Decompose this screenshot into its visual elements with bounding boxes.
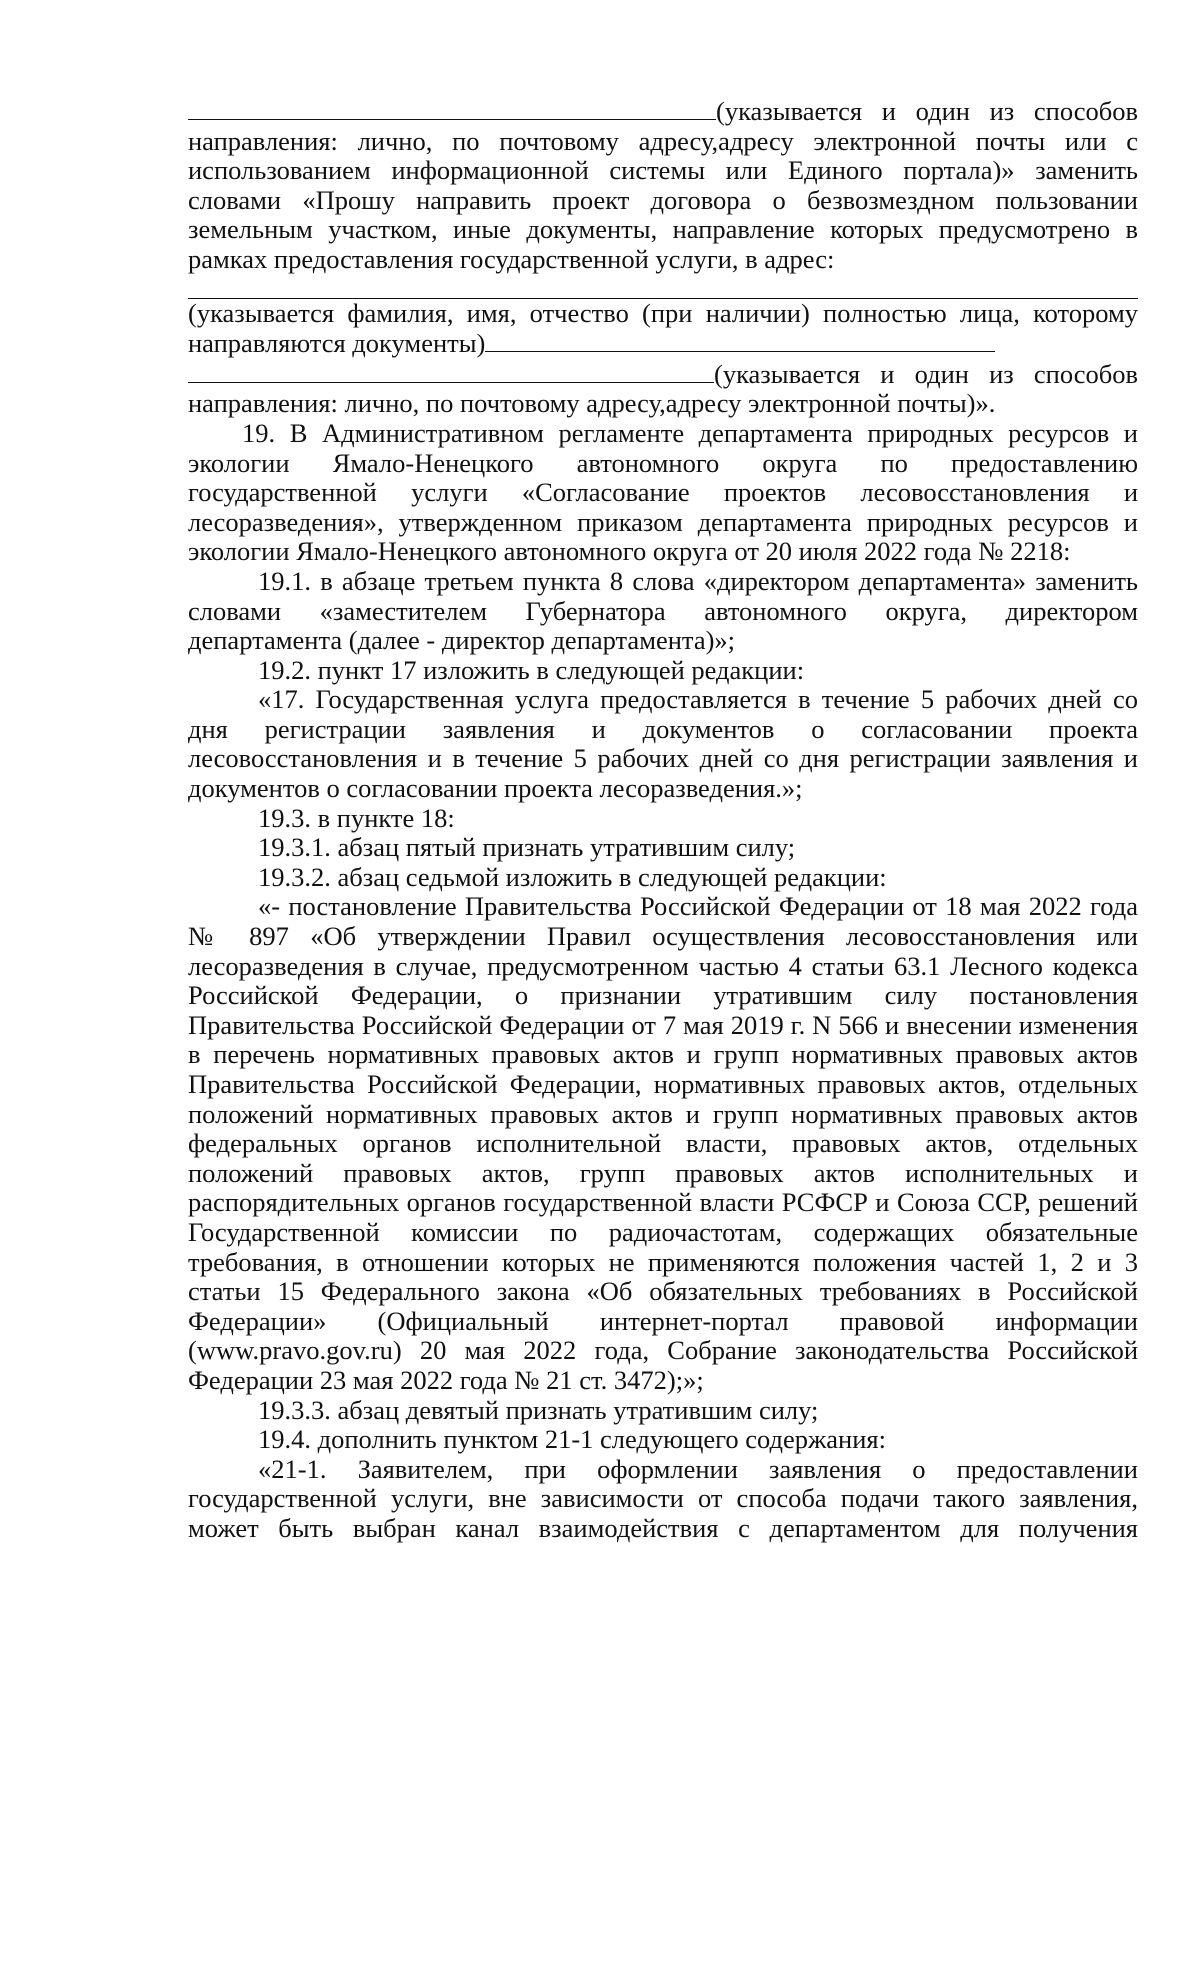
paragraph-19-3-1: 19.3.1. абзац пятый признать утратившим силу;: [258, 832, 796, 863]
text-fragment: (указывается фамилия, имя, отчество (при наличии) полностью лица, которому направляются документы): [188, 297, 1138, 359]
paragraph-19-4: 19.4. дополнить пунктом 21-1 следующего содержания:: [258, 1424, 886, 1455]
paragraph-19-2: 19.2. пункт 17 изложить в следующей редакции:: [258, 654, 805, 685]
text-fragment: (указывается и один из способов: [714, 358, 1138, 389]
blank-line: [485, 328, 995, 352]
text-fragment: направления: лично, по почтовому адресу,адресу электронной почты или с использованием информационной системы или Единого портала)» заменить словами «Прошу направить проект договора о безвозмездном пользовании земельным участком, иные документы, направление которых предусмотрено в рамках предоставления государственной услуги, в адрес:: [188, 125, 1138, 274]
paragraph-17: «17. Государственная услуга предоставляется в течение 5 рабочих дней со дня регистрации заявления и документов о согласовании проекта лесовосстановления и в течение 5 рабочих дней со дня регистрации заявления и документов о согласовании проекта лесоразведения.»;: [188, 684, 1138, 804]
blank-line: [188, 359, 714, 383]
blank-line: [188, 275, 1138, 299]
paragraph-19-3-2: 19.3.2. абзац седьмой изложить в следующей редакции:: [258, 861, 887, 892]
paragraph-decree: «- постановление Правительства Российской Федерации от 18 мая 2022 года № 897 «Об утверждении Правил осуществления лесовосстановления или лесоразведения в случае, предусмотренном частью 4 статьи 63.1 Лесного кодекса Российской Федерации, о признании утратившим силу постановления Правительства Российской Федерации от 7 мая 2019 г. N 566 и внесении изменения в перечень нормативных правовых актов и групп нормативных правовых актов Правительства Российской Федерации, нормативных правовых актов, отдельных положений нормативных правовых актов и групп нормативных правовых актов федеральных органов исполнительной власти, правовых актов, отдельных положений правовых актов, групп правовых актов исполнительных и распорядительных органов государственной власти РСФСР и Союза ССР, решений Государственной комиссии по радиочастотам, содержащих обязательные требования, в отношении которых не применяются положения частей 1, 2 и 3 статьи 15 Федерального закона «Об обязательных требованиях в Российской Федерации» (Официальный интернет-портал правовой информации (www.pravo.gov.ru) 20 мая 2022 года, Собрание законодательства Российской Федерации 23 мая 2022 года № 21 ст. 3472);»;: [188, 891, 1138, 1395]
paragraph-19-3-3: 19.3.3. абзац девятый признать утратившим силу;: [258, 1394, 819, 1425]
paragraph-19: 19. В Административном регламенте департамента природных ресурсов и экологии Ямало-Ненецкого автономного округа по предоставлению государственной услуги «Согласование проектов лесовосстановления и лесоразведения», утвержденном приказом департамента природных ресурсов и экологии Ямало-Ненецкого автономного округа от 20 июля 2022 года № 2218:: [188, 417, 1138, 567]
paragraph-delivery-method: [188, 96, 1138, 275]
text-fragment: направления: лично, по почтовому адресу,адресу электронной почты)».: [188, 388, 996, 419]
paragraph-delivery-method-2: [188, 359, 1138, 419]
paragraph-21-1: «21-1. Заявителем, при оформлении заявления о предоставлении государственной услуги, вне зависимости от способа подачи такого заявления, может быть выбран канал взаимодействия с департаментом для получения: [188, 1453, 1138, 1543]
paragraph-19-3: 19.3. в пункте 18:: [258, 802, 455, 833]
paragraph-recipient-name: [188, 299, 1138, 359]
document-page: [188, 96, 1138, 1544]
text-fragment: (указывается и один из способов: [716, 96, 1138, 126]
blank-line: [188, 96, 716, 120]
paragraph-19-1: 19.1. в абзаце третьем пункта 8 слова «директором департамента» заменить словами «заместителем Губернатора автономного округа, директором департамента (далее - директор департамента)»;: [188, 565, 1138, 656]
